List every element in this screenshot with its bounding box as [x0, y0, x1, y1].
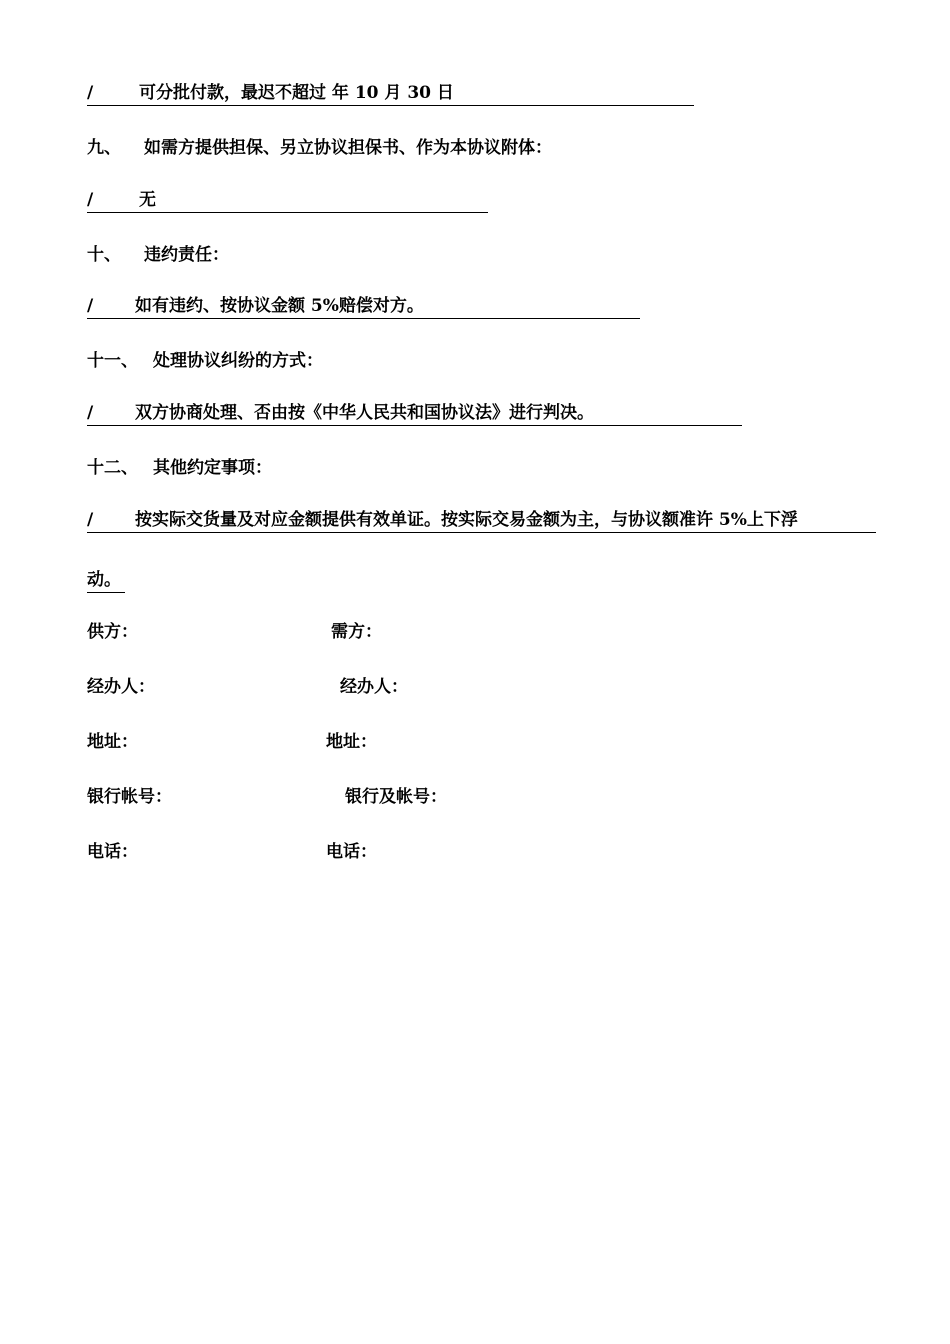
- slash-marker: /: [87, 403, 94, 423]
- section-11-underline: [87, 402, 742, 426]
- section-12-heading: [87, 457, 272, 479]
- section-10-heading: [87, 244, 229, 266]
- section-10-underline: [87, 295, 640, 319]
- buyer-label: 需方：: [331, 622, 382, 642]
- section-11-heading: [87, 350, 323, 372]
- section-9-underline: [87, 189, 488, 213]
- section-12-title: 其他约定事项：: [153, 458, 272, 478]
- phone-left-label: 电话：: [87, 842, 138, 862]
- supplier-label: 供方：: [87, 622, 138, 642]
- section-10-title: 违约责任：: [144, 245, 229, 265]
- section-12-underline: [87, 509, 876, 533]
- payment-clause-text: 可分批付款，最迟不超过 年 10 月 30 日: [139, 83, 454, 103]
- handler-right-label: 经办人：: [340, 677, 408, 697]
- handler-left-label: 经办人：: [87, 677, 155, 697]
- section-11-number: 十一、: [87, 351, 138, 371]
- section-12-cont-text: 动。: [87, 569, 125, 593]
- slash-marker: /: [87, 83, 94, 103]
- section-9-title: 如需方提供担保、另立协议担保书、作为本协议附体：: [144, 138, 552, 158]
- section-9-content: [87, 189, 488, 213]
- section-11-content: [87, 402, 742, 426]
- address-right-label: 地址：: [326, 732, 377, 752]
- section-12-content: [87, 509, 876, 533]
- section-10-number: 十、: [87, 245, 121, 265]
- section-12-text: 按实际交货量及对应金额提供有效单证。按实际交易金额为主，与协议额准许 5%上下浮: [135, 510, 798, 530]
- section-12-number: 十二、: [87, 458, 138, 478]
- section-9-text: 无: [139, 190, 156, 210]
- address-left-label: 地址：: [87, 732, 138, 752]
- bank-left-label: 银行帐号：: [87, 787, 172, 807]
- section-11-text: 双方协商处理、否由按《中华人民共和国协议法》进行判决。: [135, 403, 594, 423]
- section-9-heading: [87, 137, 552, 159]
- slash-marker: /: [87, 510, 94, 530]
- phone-right-label: 电话：: [326, 842, 377, 862]
- section-12-continuation: [87, 569, 125, 593]
- payment-clause-line: [87, 82, 694, 106]
- bank-right-label: 银行及帐号：: [345, 787, 447, 807]
- payment-clause-underline: [87, 82, 694, 106]
- section-11-title: 处理协议纠纷的方式：: [153, 351, 323, 371]
- section-10-content: [87, 295, 640, 319]
- section-10-text: 如有违约、按协议金额 5%赔偿对方。: [135, 296, 424, 316]
- slash-marker: /: [87, 190, 94, 210]
- slash-marker: /: [87, 296, 94, 316]
- section-9-number: 九、: [87, 138, 121, 158]
